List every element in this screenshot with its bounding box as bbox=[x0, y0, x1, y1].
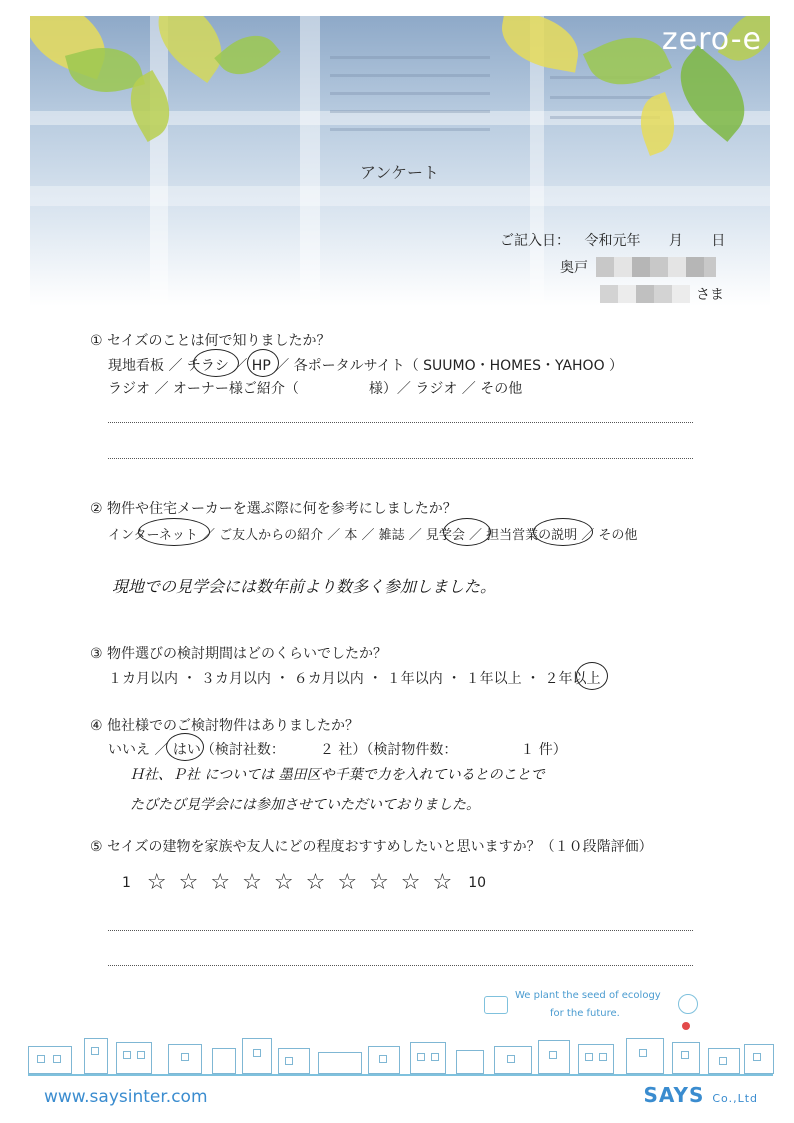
question-4 bbox=[90, 715, 359, 735]
date-era-year: 令和元年 bbox=[584, 233, 641, 249]
question-number: ② bbox=[90, 501, 103, 517]
rating-scale bbox=[112, 870, 496, 895]
question-number: ③ bbox=[90, 646, 103, 662]
question-text: セイズの建物を家族や友人にどの程度おすすめしたいと思いますか？（１０段階評価） bbox=[107, 839, 653, 855]
selected-option-circle bbox=[576, 662, 608, 690]
date-field bbox=[500, 230, 735, 250]
selected-option-circle bbox=[247, 349, 279, 377]
rating-star-8[interactable]: ☆ bbox=[369, 870, 389, 895]
footer-slogan-line1: We plant the seed of ecology bbox=[515, 990, 661, 1001]
rating-star-7[interactable]: ☆ bbox=[337, 870, 358, 895]
answer-line bbox=[108, 930, 693, 931]
footer-company-logo bbox=[644, 1083, 758, 1107]
question-2-options-line1: インターネット ／ ご友人からの紹介 ／ 本 ／ 雑誌 ／ 見学会 ／ 担当営業の説明 ／ その他 bbox=[108, 528, 638, 543]
footer-slogan-line2: for the future. bbox=[550, 1008, 620, 1019]
form-title: アンケート bbox=[360, 163, 440, 182]
date-day: 日 bbox=[711, 233, 726, 249]
question-4-handwritten-answer-line1: Ｈ社、Ｐ社 については 墨田区や千葉で力を入れているとのことで bbox=[130, 767, 545, 783]
brand-logo: zero-e bbox=[661, 22, 762, 57]
rating-star-6[interactable]: ☆ bbox=[305, 870, 326, 895]
answer-line bbox=[108, 422, 693, 423]
selected-option-circle bbox=[166, 733, 204, 761]
flower-icon bbox=[678, 994, 698, 1014]
question-2-handwritten-answer: 現地での見学会には数年前より数多く参加しました。 bbox=[112, 577, 497, 596]
selected-option-circle bbox=[138, 518, 210, 546]
redacted-name-mosaic bbox=[600, 285, 690, 303]
question-3-options-line1: １カ月以内 ・ ３カ月以内 ・ ６カ月以内 ・ １年以内 ・ １年以上 ・ ２年以上 bbox=[108, 671, 601, 687]
selected-option-circle bbox=[193, 349, 239, 377]
rating-star-9[interactable]: ☆ bbox=[400, 870, 421, 895]
redacted-name-mosaic bbox=[596, 257, 716, 277]
question-3 bbox=[90, 643, 387, 663]
answer-line bbox=[108, 965, 693, 966]
question-1 bbox=[90, 330, 330, 350]
date-label: ご記入日： bbox=[500, 233, 570, 249]
selected-option-circle bbox=[443, 518, 491, 546]
rating-scale-min: 1 bbox=[122, 874, 131, 891]
name-prefix: 奥戸 bbox=[560, 260, 588, 276]
name-honorific-line bbox=[600, 284, 724, 304]
question-1-options-line1: 現地看板 ／ チラシ ／ HP ／ 各ポータルサイト（ SUUMO・HOMES・YAHOO ） bbox=[108, 358, 624, 374]
heart-icon bbox=[682, 1022, 690, 1030]
rating-star-4[interactable]: ☆ bbox=[242, 870, 262, 895]
footer-url-link[interactable]: www.saysinter.com bbox=[44, 1087, 208, 1107]
question-text: 他社様でのご検討物件はありましたか？ bbox=[107, 718, 360, 734]
question-text: 物件選びの検討期間はどのくらいでしたか？ bbox=[107, 646, 388, 662]
date-month: 月 bbox=[668, 233, 683, 249]
question-4-options-line1: いいえ ／ はい（検討社数： ２ 社）（検討物件数： １ 件） bbox=[108, 742, 567, 758]
question-number: ⑤ bbox=[90, 839, 103, 855]
rating-scale-max: 10 bbox=[468, 874, 487, 891]
company-name: SAYS bbox=[643, 1083, 705, 1107]
question-5 bbox=[90, 836, 653, 856]
rating-star-10[interactable]: ☆ bbox=[432, 870, 453, 895]
rating-star-5[interactable]: ☆ bbox=[273, 870, 294, 895]
name-field bbox=[560, 257, 716, 277]
rating-star-1[interactable]: ☆ bbox=[146, 870, 167, 895]
watering-can-icon bbox=[484, 996, 508, 1014]
question-1-options-line2: ラジオ ／ オーナー様ご紹介（ 様）／ ラジオ ／ その他 bbox=[108, 381, 523, 397]
selected-option-circle bbox=[533, 518, 593, 546]
question-4-handwritten-answer-line2: たびたび見学会には参加させていただいておりました。 bbox=[130, 797, 480, 813]
rating-star-3[interactable]: ☆ bbox=[210, 870, 231, 895]
company-suffix: Co.,Ltd bbox=[712, 1092, 758, 1105]
question-2 bbox=[90, 498, 457, 518]
rating-star-2[interactable]: ☆ bbox=[178, 870, 199, 895]
question-number: ① bbox=[90, 333, 103, 349]
honorific: さま bbox=[696, 287, 724, 303]
answer-line bbox=[108, 458, 693, 459]
question-number: ④ bbox=[90, 718, 103, 734]
question-text: 物件や住宅メーカーを選ぶ際に何を参考にしましたか？ bbox=[107, 501, 457, 517]
question-text: セイズのことは何で知りましたか？ bbox=[107, 333, 331, 349]
townscape-illustration bbox=[28, 1040, 773, 1076]
